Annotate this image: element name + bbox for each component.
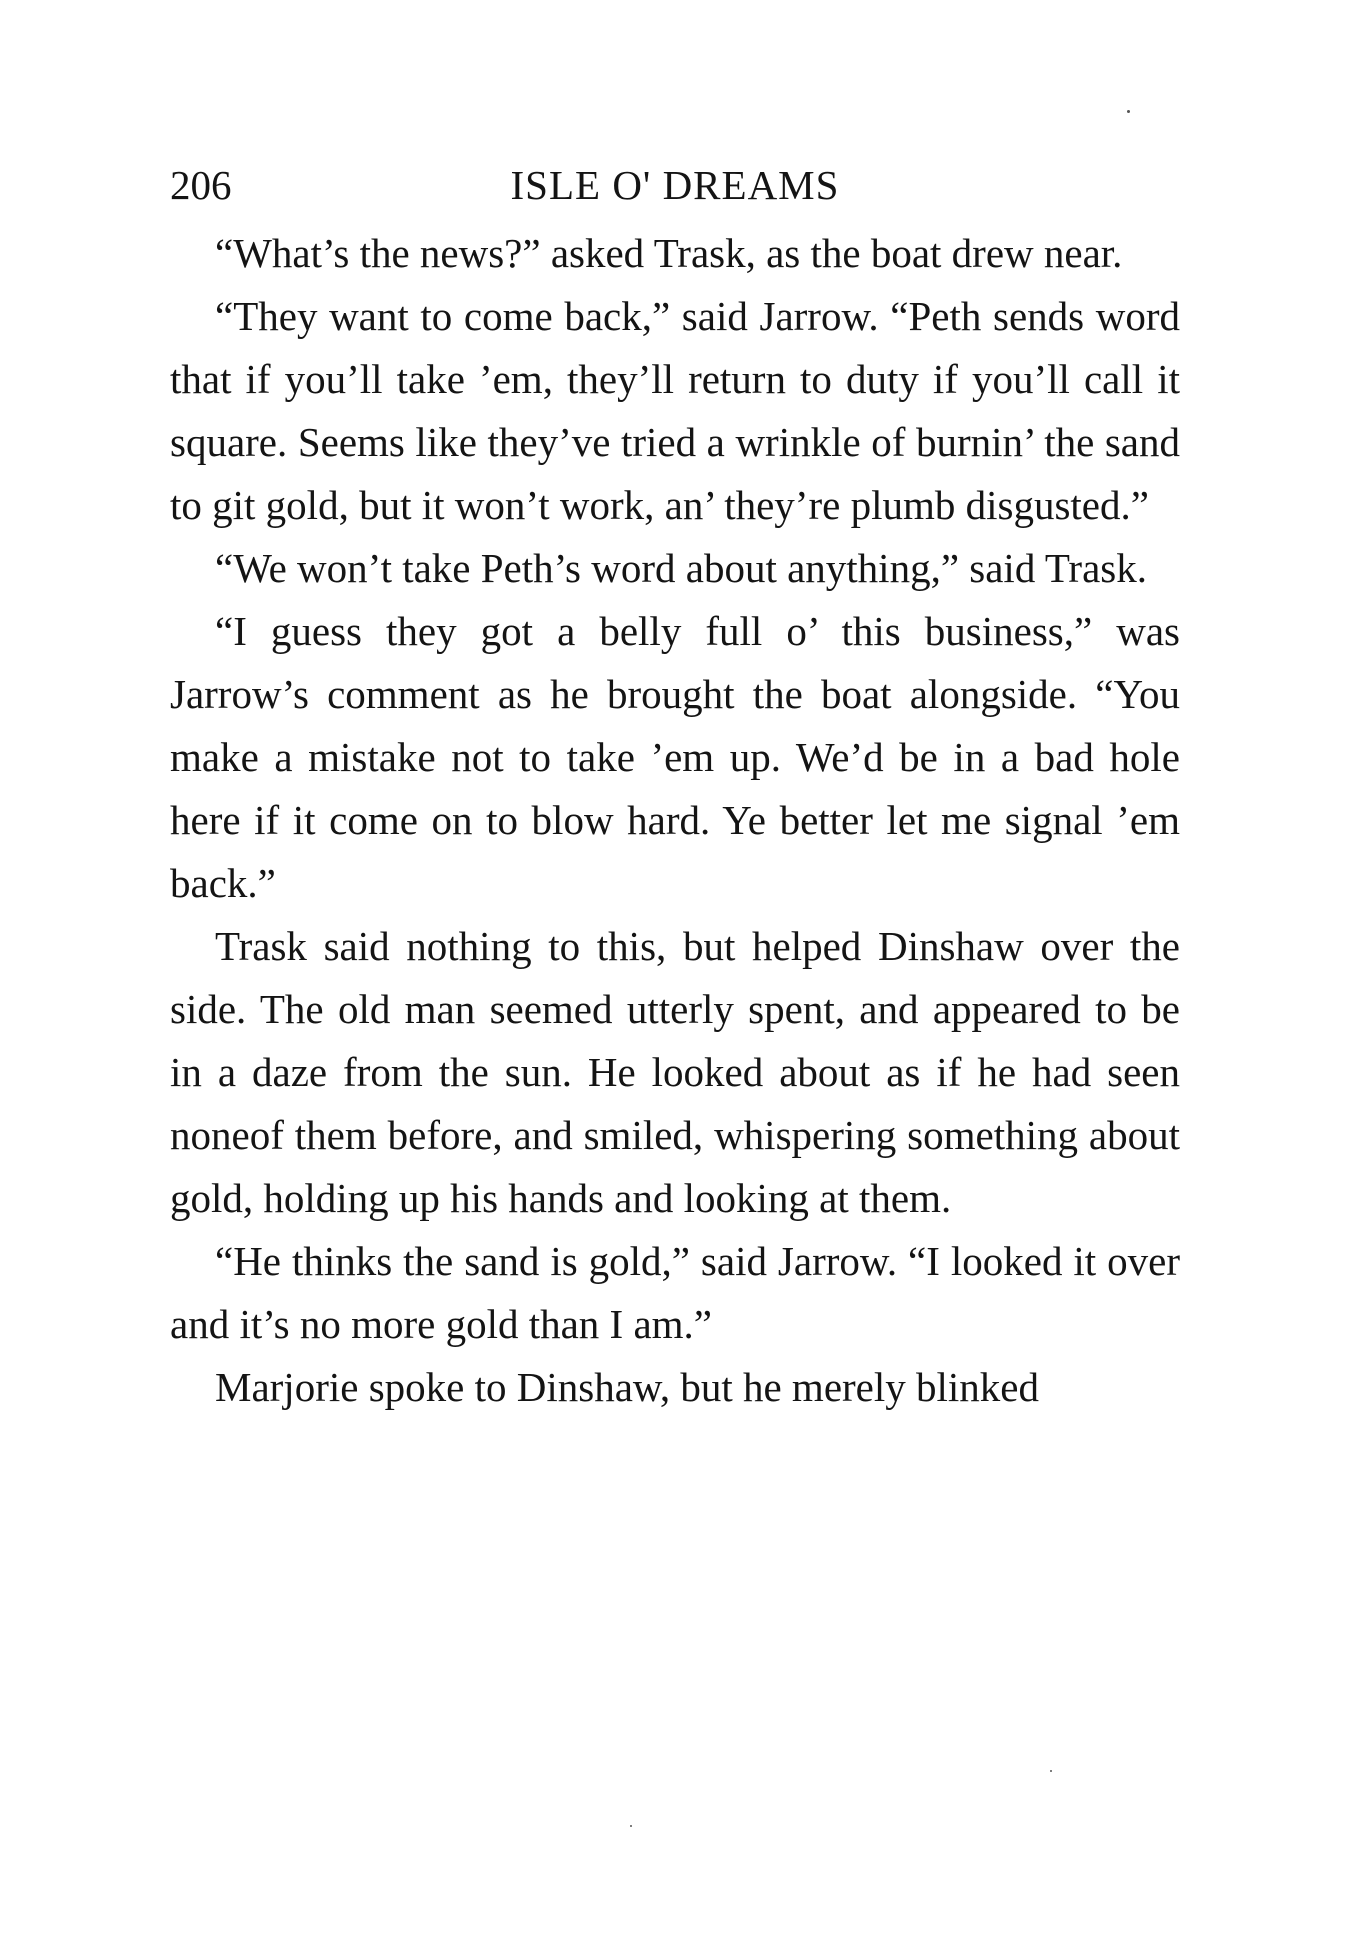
paragraph: “We won’t take Peth’s word about anything,” said Trask. [215, 545, 1147, 591]
paragraph: “He thinks the sand is gold,” said Jarrow. “I looked it over and it’s no more gold than I am.” [170, 1238, 1180, 1347]
paragraph: Trask said nothing to this, but helped Dinshaw over the side. The old man seemed utterly spent, and appeared to be in a daze from the sun. He looked about as if he had seen noneof them before, and smiled, whispering something about gold, holding up his hands and looking at them. [170, 923, 1180, 1221]
paragraph: “I guess they got a belly full o’ this business,” was Jarrow’s comment as he brought the boat alongside. “You make a mistake not to take ’em up. We’d be in a bad hole here if it come on to blow hard. Ye better let me signal ’em back.” [170, 608, 1180, 906]
paper-speck [630, 1825, 632, 1827]
page-number: 206 [170, 162, 232, 208]
body-text [170, 222, 1180, 1419]
paper-speck [1127, 110, 1130, 113]
running-head [170, 150, 1180, 220]
paragraph: “They want to come back,” said Jarrow. “Peth sends word that if you’ll take ’em, they’ll return to duty if you’ll call it square. Seems like they’ve tried a wrinkle of burnin’ the sand to git gold, but it won’t work, an’ they’re plumb disgusted.” [170, 293, 1180, 528]
book-title: ISLE O' DREAMS [510, 162, 840, 208]
book-page [170, 150, 1180, 1419]
paragraph: Marjorie spoke to Dinshaw, but he merely blinked [215, 1364, 1039, 1410]
paragraph: “What’s the news?” asked Trask, as the boat drew near. [215, 230, 1123, 276]
paper-speck [1050, 1770, 1052, 1772]
